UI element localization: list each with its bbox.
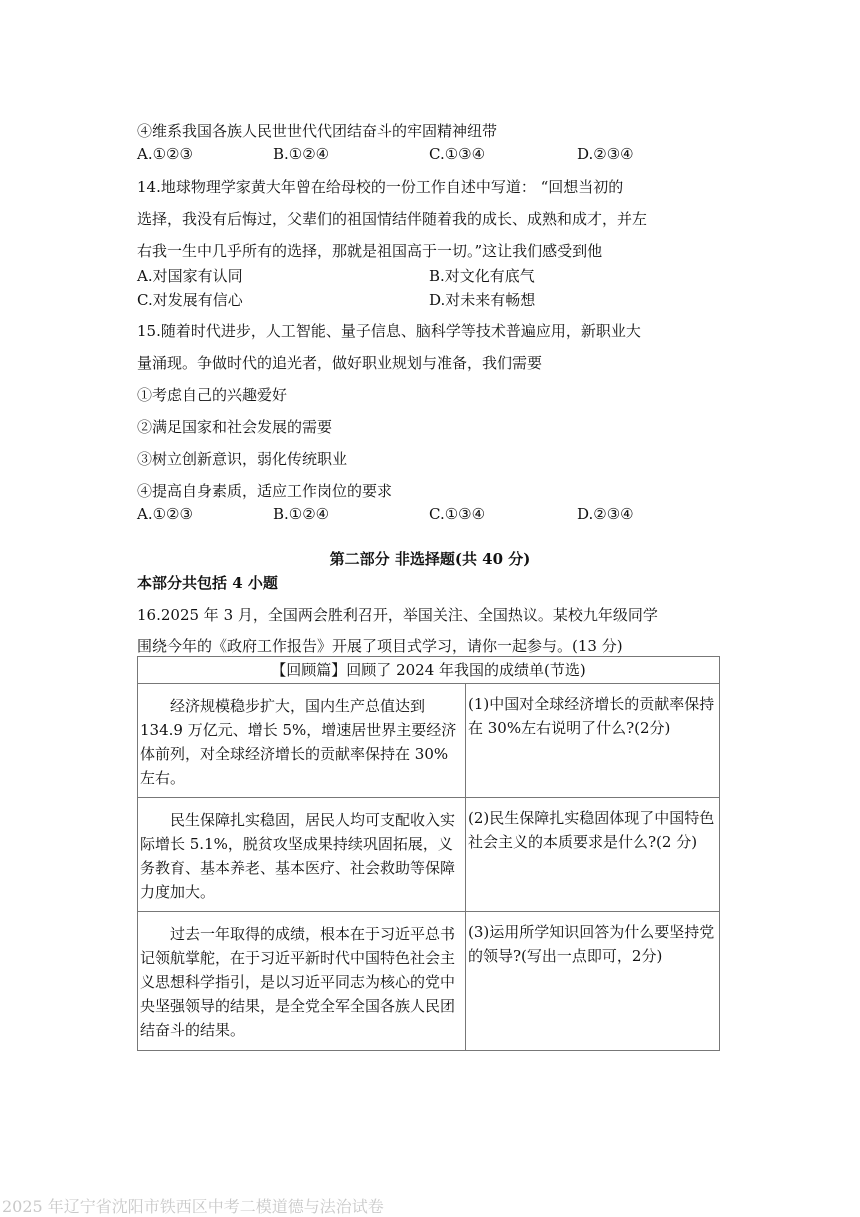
- q15-stem-line-1: 15.随着时代进步，人工智能、量子信息、脑科学等技术普遍应用，新职业大: [137, 322, 641, 340]
- q16-stem-line-1: 16.2025 年 3 月，全国两会胜利召开，举国关注、全国热议。某校九年级同学: [137, 606, 658, 624]
- q15-option-d: D.②③④: [577, 505, 634, 523]
- q14-stem-line-2: 选择，我没有后悔过，父辈们的祖国情结伴随着我的成长、成熟和成才，并左: [137, 210, 648, 228]
- q14-stem-line-3: 右我一生中几乎所有的选择，那就是祖国高于一切。”这让我们感受到他: [137, 242, 603, 260]
- table-header: 【回顾篇】回顾了 2024 年我国的成绩单(节选): [138, 657, 720, 684]
- table-row: [138, 798, 720, 912]
- q13-option-a: A.①②③: [137, 145, 193, 163]
- part2-subtitle: 本部分共包括 4 小题: [137, 574, 278, 592]
- question-cell-2: (2)民生保障扎实稳固体现了中国特色社会主义的本质要求是什么?(2 分): [466, 798, 720, 912]
- q14-option-c: C.对发展有信心: [137, 291, 243, 309]
- q13-item-4: ④维系我国各族人民世世代代团结奋斗的牢固精神纽带: [137, 122, 498, 140]
- q15-option-b: B.①②④: [273, 505, 330, 523]
- q14-options-row-1: [137, 265, 737, 285]
- material-cell-3: 过去一年取得的成绩，根本在于习近平总书记领航掌舵，在于习近平新时代中国特色社会主义思想科学指引，是以习近平同志为核心的党中央坚强领导的结果，是全党全军全国各族人民团结奋斗的结果。: [138, 912, 466, 1051]
- material-cell-2: 民生保障扎实稳固，居民人均可支配收入实际增长 5.1%，脱贫攻坚成果持续巩固拓展，义务教育、基本养老、基本医疗、社会救助等保障力度加大。: [138, 798, 466, 912]
- q16-table: [137, 656, 720, 1051]
- q13-option-b: B.①②④: [273, 145, 330, 163]
- q14-stem-line-1: 14.地球物理学家黄大年曾在给母校的一份工作自述中写道： “回想当初的: [137, 178, 624, 196]
- table-header-row: [138, 657, 720, 684]
- q16-stem-line-2: 围绕今年的《政府工作报告》开展了项目式学习，请你一起参与。(13 分): [137, 637, 623, 655]
- q14-options-row-2: [137, 289, 737, 309]
- question-cell-1: (1)中国对全球经济增长的贡献率保持在 30%左右说明了什么?(2分): [466, 684, 720, 798]
- table-row: [138, 684, 720, 798]
- q15-option-c: C.①③④: [429, 505, 486, 523]
- q14-option-a: A.对国家有认同: [137, 267, 243, 285]
- q15-options: [137, 505, 737, 525]
- material-cell-1: 经济规模稳步扩大，国内生产总值达到 134.9 万亿元、增长 5%，增速居世界主要经济体前列，对全球经济增长的贡献率保持在 30%左右。: [138, 684, 466, 798]
- page-footer-watermark: 2025 年辽宁省沈阳市铁西区中考二模道德与法治试卷: [2, 1197, 384, 1216]
- part2-title: 第二部分 非选择题(共 40 分): [329, 550, 531, 568]
- question-cell-3: (3)运用所学知识回答为什么要坚持党的领导?(写出一点即可，2分): [466, 912, 720, 1051]
- q13-options: [137, 145, 737, 165]
- q14-option-d: D.对未来有畅想: [429, 291, 536, 309]
- q14-option-b: B.对文化有底气: [429, 267, 535, 285]
- table-row: [138, 912, 720, 1051]
- q15-item-3: ③树立创新意识，弱化传统职业: [137, 450, 348, 468]
- q15-option-a: A.①②③: [137, 505, 193, 523]
- q15-item-1: ①考虑自己的兴趣爱好: [137, 386, 288, 404]
- q15-stem-line-2: 量涌现。争做时代的追光者，做好职业规划与准备，我们需要: [137, 354, 543, 372]
- q15-item-4: ④提高自身素质，适应工作岗位的要求: [137, 482, 393, 500]
- q13-option-c: C.①③④: [429, 145, 486, 163]
- q13-option-d: D.②③④: [577, 145, 634, 163]
- q15-item-2: ②满足国家和社会发展的需要: [137, 418, 333, 436]
